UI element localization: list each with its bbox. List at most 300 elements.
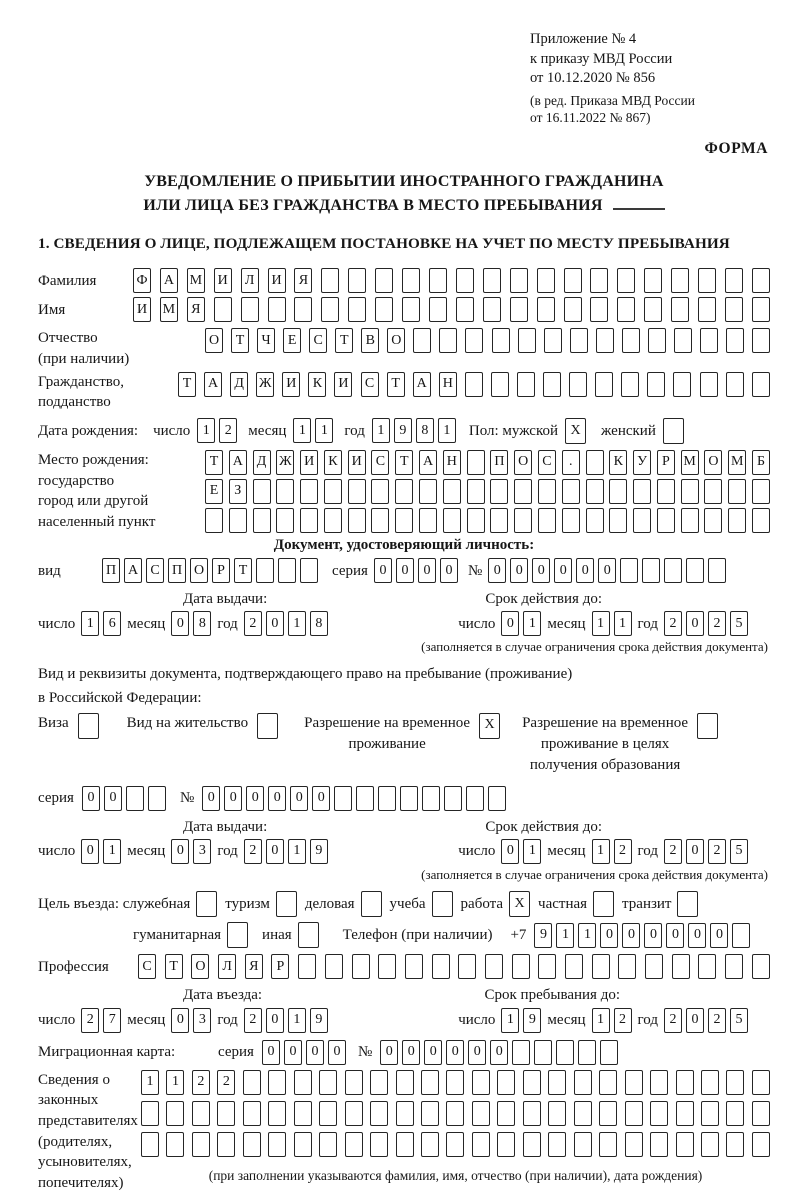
char-box[interactable]: 8 (310, 611, 328, 636)
char-box[interactable]: 9 (394, 418, 412, 443)
char-box[interactable] (241, 297, 259, 322)
char-box[interactable]: А (419, 450, 437, 475)
char-box[interactable] (214, 297, 232, 322)
char-box[interactable]: 3 (193, 1008, 211, 1033)
char-box[interactable] (443, 508, 461, 533)
char-box[interactable] (621, 372, 639, 397)
char-box[interactable]: Т (234, 558, 252, 583)
char-box[interactable] (253, 508, 271, 533)
char-box[interactable] (708, 558, 726, 583)
char-box[interactable] (294, 297, 312, 322)
char-box[interactable]: 2 (614, 839, 632, 864)
char-box[interactable]: Т (387, 372, 405, 397)
char-box[interactable] (402, 268, 420, 293)
char-box[interactable]: Б (752, 450, 770, 475)
char-box[interactable]: Т (165, 954, 183, 979)
char-box[interactable] (490, 479, 508, 504)
char-box[interactable] (446, 1132, 464, 1157)
char-box[interactable] (378, 786, 396, 811)
char-box[interactable] (348, 508, 366, 533)
char-box[interactable] (599, 1132, 617, 1157)
char-box[interactable]: 1 (288, 1008, 306, 1033)
char-box[interactable]: 1 (501, 1008, 519, 1033)
char-box[interactable] (752, 372, 770, 397)
char-box[interactable] (229, 508, 247, 533)
char-box[interactable]: 0 (262, 1040, 280, 1065)
char-box[interactable]: Я (294, 268, 312, 293)
char-box[interactable] (672, 954, 690, 979)
char-box[interactable] (514, 479, 532, 504)
char-box[interactable] (657, 508, 675, 533)
char-box[interactable] (592, 954, 610, 979)
char-box[interactable] (564, 268, 582, 293)
char-box[interactable]: С (538, 450, 556, 475)
char-box[interactable] (701, 1070, 719, 1095)
char-box[interactable]: 0 (171, 611, 189, 636)
char-box[interactable] (701, 1101, 719, 1126)
char-box[interactable] (396, 1070, 414, 1095)
char-box[interactable] (324, 508, 342, 533)
char-box[interactable] (141, 1101, 159, 1126)
char-box[interactable]: 1 (293, 418, 311, 443)
char-box[interactable] (192, 1132, 210, 1157)
char-box[interactable] (472, 1070, 490, 1095)
char-box[interactable] (650, 1101, 668, 1126)
char-box[interactable] (548, 1132, 566, 1157)
char-box[interactable]: Т (335, 328, 353, 353)
char-box[interactable] (300, 508, 318, 533)
char-box[interactable] (319, 1101, 337, 1126)
char-box[interactable]: Ж (256, 372, 274, 397)
char-box[interactable]: Р (212, 558, 230, 583)
char-box[interactable]: 1 (197, 418, 215, 443)
char-box[interactable] (642, 558, 660, 583)
char-box[interactable] (726, 1070, 744, 1095)
char-box[interactable] (752, 508, 770, 533)
char-box[interactable] (497, 1101, 515, 1126)
char-box[interactable]: 1 (523, 611, 541, 636)
char-box[interactable] (321, 268, 339, 293)
char-box[interactable]: И (300, 450, 318, 475)
checkbox-rvp-education[interactable] (697, 713, 718, 739)
char-box[interactable] (590, 297, 608, 322)
char-box[interactable] (370, 1101, 388, 1126)
char-box[interactable]: А (160, 268, 178, 293)
char-box[interactable] (276, 479, 294, 504)
char-box[interactable] (429, 268, 447, 293)
char-box[interactable] (570, 328, 588, 353)
char-box[interactable] (294, 1101, 312, 1126)
char-box[interactable] (543, 372, 561, 397)
checkbox-visa[interactable] (78, 713, 99, 739)
char-box[interactable]: П (490, 450, 508, 475)
char-box[interactable]: 0 (104, 786, 122, 811)
char-box[interactable] (490, 508, 508, 533)
char-box[interactable] (726, 328, 744, 353)
char-box[interactable]: Н (443, 450, 461, 475)
char-box[interactable] (512, 954, 530, 979)
char-box[interactable]: Ф (133, 268, 151, 293)
char-box[interactable] (609, 479, 627, 504)
char-box[interactable]: 2 (664, 839, 682, 864)
char-box[interactable] (599, 1070, 617, 1095)
char-box[interactable] (574, 1132, 592, 1157)
char-box[interactable]: 0 (380, 1040, 398, 1065)
char-box[interactable] (422, 786, 440, 811)
char-box[interactable] (324, 479, 342, 504)
char-box[interactable] (432, 954, 450, 979)
char-box[interactable] (192, 1101, 210, 1126)
char-box[interactable] (599, 1101, 617, 1126)
char-box[interactable] (419, 508, 437, 533)
char-box[interactable]: 2 (81, 1008, 99, 1033)
char-box[interactable] (217, 1101, 235, 1126)
char-box[interactable]: 0 (686, 839, 704, 864)
char-box[interactable]: 0 (644, 923, 662, 948)
char-box[interactable] (268, 1101, 286, 1126)
char-box[interactable] (465, 372, 483, 397)
char-box[interactable]: О (205, 328, 223, 353)
char-box[interactable] (726, 1132, 744, 1157)
char-box[interactable]: О (704, 450, 722, 475)
char-box[interactable]: 0 (686, 1008, 704, 1033)
char-box[interactable]: 0 (510, 558, 528, 583)
char-box[interactable] (300, 479, 318, 504)
char-box[interactable] (166, 1132, 184, 1157)
char-box[interactable] (700, 372, 718, 397)
char-box[interactable] (465, 328, 483, 353)
char-box[interactable] (537, 268, 555, 293)
char-box[interactable] (467, 450, 485, 475)
char-box[interactable] (419, 479, 437, 504)
char-box[interactable]: А (413, 372, 431, 397)
char-box[interactable]: 1 (614, 611, 632, 636)
char-box[interactable]: Л (241, 268, 259, 293)
char-box[interactable] (752, 479, 770, 504)
char-box[interactable] (644, 297, 662, 322)
char-box[interactable]: . (562, 450, 580, 475)
char-box[interactable] (421, 1070, 439, 1095)
char-box[interactable]: О (387, 328, 405, 353)
char-box[interactable]: Т (231, 328, 249, 353)
char-box[interactable]: 8 (416, 418, 434, 443)
char-box[interactable]: 2 (664, 1008, 682, 1033)
char-box[interactable]: 0 (490, 1040, 508, 1065)
char-box[interactable]: 0 (686, 611, 704, 636)
char-box[interactable] (586, 479, 604, 504)
checkbox-female[interactable] (663, 418, 684, 444)
char-box[interactable] (439, 328, 457, 353)
char-box[interactable] (650, 1132, 668, 1157)
char-box[interactable]: С (309, 328, 327, 353)
char-box[interactable]: Ч (257, 328, 275, 353)
char-box[interactable] (590, 268, 608, 293)
char-box[interactable]: 0 (554, 558, 572, 583)
char-box[interactable]: М (681, 450, 699, 475)
char-box[interactable] (348, 268, 366, 293)
char-box[interactable]: 0 (532, 558, 550, 583)
char-box[interactable] (644, 268, 662, 293)
char-box[interactable]: 0 (202, 786, 220, 811)
char-box[interactable]: 0 (576, 558, 594, 583)
char-box[interactable]: 2 (244, 839, 262, 864)
char-box[interactable]: 1 (592, 611, 610, 636)
char-box[interactable]: 0 (266, 839, 284, 864)
char-box[interactable]: И (334, 372, 352, 397)
char-box[interactable]: 0 (688, 923, 706, 948)
char-box[interactable] (728, 508, 746, 533)
char-box[interactable]: Т (395, 450, 413, 475)
char-box[interactable]: К (609, 450, 627, 475)
char-box[interactable] (732, 923, 750, 948)
char-box[interactable] (681, 479, 699, 504)
char-box[interactable] (700, 328, 718, 353)
char-box[interactable]: 0 (171, 1008, 189, 1033)
char-box[interactable] (492, 328, 510, 353)
char-box[interactable] (413, 328, 431, 353)
char-box[interactable] (375, 268, 393, 293)
char-box[interactable] (217, 1132, 235, 1157)
char-box[interactable] (352, 954, 370, 979)
char-box[interactable]: 0 (246, 786, 264, 811)
char-box[interactable]: 5 (730, 1008, 748, 1033)
char-box[interactable]: 0 (488, 558, 506, 583)
char-box[interactable] (569, 372, 587, 397)
char-box[interactable]: Н (439, 372, 457, 397)
checkbox-work[interactable]: X (509, 891, 530, 917)
char-box[interactable]: 1 (103, 839, 121, 864)
char-box[interactable] (396, 1101, 414, 1126)
char-box[interactable]: 0 (266, 1008, 284, 1033)
char-box[interactable]: 0 (224, 786, 242, 811)
char-box[interactable] (268, 297, 286, 322)
char-box[interactable]: 1 (523, 839, 541, 864)
char-box[interactable]: 0 (266, 611, 284, 636)
char-box[interactable]: 0 (622, 923, 640, 948)
char-box[interactable] (645, 954, 663, 979)
char-box[interactable]: 2 (219, 418, 237, 443)
char-box[interactable] (518, 328, 536, 353)
char-box[interactable] (676, 1101, 694, 1126)
char-box[interactable] (402, 297, 420, 322)
char-box[interactable]: 6 (103, 611, 121, 636)
char-box[interactable] (704, 479, 722, 504)
char-box[interactable] (752, 954, 770, 979)
char-box[interactable]: М (187, 268, 205, 293)
char-box[interactable] (497, 1132, 515, 1157)
char-box[interactable] (676, 1070, 694, 1095)
char-box[interactable]: 7 (103, 1008, 121, 1033)
char-box[interactable] (564, 297, 582, 322)
char-box[interactable] (456, 268, 474, 293)
char-box[interactable] (625, 1101, 643, 1126)
checkbox-study[interactable] (432, 891, 453, 917)
char-box[interactable] (345, 1070, 363, 1095)
char-box[interactable]: 1 (578, 923, 596, 948)
char-box[interactable] (620, 558, 638, 583)
char-box[interactable]: 0 (396, 558, 414, 583)
char-box[interactable] (586, 508, 604, 533)
char-box[interactable]: 1 (315, 418, 333, 443)
char-box[interactable]: 0 (268, 786, 286, 811)
char-box[interactable] (728, 479, 746, 504)
char-box[interactable] (698, 268, 716, 293)
char-box[interactable] (681, 508, 699, 533)
char-box[interactable]: И (268, 268, 286, 293)
char-box[interactable]: 3 (193, 839, 211, 864)
char-box[interactable]: 1 (288, 839, 306, 864)
char-box[interactable] (633, 479, 651, 504)
char-box[interactable] (483, 268, 501, 293)
char-box[interactable] (321, 297, 339, 322)
char-box[interactable] (205, 508, 223, 533)
char-box[interactable] (673, 372, 691, 397)
char-box[interactable] (421, 1101, 439, 1126)
char-box[interactable]: П (102, 558, 120, 583)
char-box[interactable] (562, 508, 580, 533)
char-box[interactable]: С (146, 558, 164, 583)
char-box[interactable]: 2 (708, 611, 726, 636)
char-box[interactable] (166, 1101, 184, 1126)
char-box[interactable] (488, 786, 506, 811)
char-box[interactable]: М (728, 450, 746, 475)
char-box[interactable]: П (168, 558, 186, 583)
char-box[interactable] (395, 508, 413, 533)
char-box[interactable]: 0 (290, 786, 308, 811)
checkbox-commercial[interactable] (361, 891, 382, 917)
checkbox-business[interactable] (196, 891, 217, 917)
char-box[interactable] (148, 786, 166, 811)
char-box[interactable] (243, 1070, 261, 1095)
char-box[interactable] (300, 558, 318, 583)
char-box[interactable] (517, 372, 535, 397)
char-box[interactable] (548, 1070, 566, 1095)
char-box[interactable] (523, 1070, 541, 1095)
char-box[interactable]: О (191, 954, 209, 979)
char-box[interactable] (319, 1070, 337, 1095)
char-box[interactable] (578, 1040, 596, 1065)
char-box[interactable]: И (133, 297, 151, 322)
char-box[interactable]: 0 (418, 558, 436, 583)
char-box[interactable]: И (348, 450, 366, 475)
char-box[interactable] (523, 1101, 541, 1126)
char-box[interactable] (725, 954, 743, 979)
char-box[interactable]: 2 (708, 1008, 726, 1033)
char-box[interactable] (443, 479, 461, 504)
char-box[interactable] (497, 1070, 515, 1095)
char-box[interactable] (268, 1132, 286, 1157)
char-box[interactable] (633, 508, 651, 533)
char-box[interactable] (674, 328, 692, 353)
char-box[interactable]: А (229, 450, 247, 475)
checkbox-transit[interactable] (677, 891, 698, 917)
char-box[interactable]: 1 (81, 611, 99, 636)
char-box[interactable]: 0 (440, 558, 458, 583)
char-box[interactable] (446, 1070, 464, 1095)
char-box[interactable]: 0 (402, 1040, 420, 1065)
char-box[interactable] (686, 558, 704, 583)
char-box[interactable] (298, 954, 316, 979)
char-box[interactable] (704, 508, 722, 533)
char-box[interactable] (752, 1101, 770, 1126)
char-box[interactable] (622, 328, 640, 353)
char-box[interactable]: И (214, 268, 232, 293)
char-box[interactable] (664, 558, 682, 583)
char-box[interactable]: 0 (306, 1040, 324, 1065)
char-box[interactable] (647, 372, 665, 397)
char-box[interactable]: 2 (708, 839, 726, 864)
char-box[interactable]: В (361, 328, 379, 353)
char-box[interactable] (574, 1101, 592, 1126)
char-box[interactable] (514, 508, 532, 533)
char-box[interactable] (375, 297, 393, 322)
char-box[interactable]: К (324, 450, 342, 475)
char-box[interactable]: 2 (244, 611, 262, 636)
char-box[interactable] (405, 954, 423, 979)
char-box[interactable]: С (371, 450, 389, 475)
checkbox-male[interactable]: X (565, 418, 586, 444)
char-box[interactable]: 0 (468, 1040, 486, 1065)
char-box[interactable]: А (124, 558, 142, 583)
char-box[interactable]: 2 (192, 1070, 210, 1095)
char-box[interactable]: С (138, 954, 156, 979)
char-box[interactable] (268, 1070, 286, 1095)
char-box[interactable] (537, 297, 555, 322)
char-box[interactable] (356, 786, 374, 811)
char-box[interactable] (378, 954, 396, 979)
char-box[interactable] (472, 1101, 490, 1126)
char-box[interactable] (698, 954, 716, 979)
checkbox-rvp[interactable]: X (479, 713, 500, 739)
char-box[interactable]: 0 (501, 839, 519, 864)
char-box[interactable]: 1 (141, 1070, 159, 1095)
char-box[interactable]: 8 (193, 611, 211, 636)
char-box[interactable]: 2 (244, 1008, 262, 1033)
char-box[interactable] (491, 372, 509, 397)
char-box[interactable] (126, 786, 144, 811)
char-box[interactable]: 0 (600, 923, 618, 948)
char-box[interactable] (345, 1101, 363, 1126)
char-box[interactable]: 1 (556, 923, 574, 948)
char-box[interactable] (523, 1132, 541, 1157)
char-box[interactable] (458, 954, 476, 979)
char-box[interactable] (456, 297, 474, 322)
char-box[interactable]: Е (283, 328, 301, 353)
char-box[interactable]: Д (253, 450, 271, 475)
char-box[interactable]: 0 (82, 786, 100, 811)
char-box[interactable]: С (361, 372, 379, 397)
char-box[interactable] (371, 479, 389, 504)
char-box[interactable] (243, 1101, 261, 1126)
char-box[interactable] (395, 479, 413, 504)
checkbox-other[interactable] (298, 922, 319, 948)
char-box[interactable] (467, 479, 485, 504)
char-box[interactable] (319, 1132, 337, 1157)
char-box[interactable]: 9 (523, 1008, 541, 1033)
char-box[interactable] (752, 297, 770, 322)
char-box[interactable] (617, 268, 635, 293)
char-box[interactable] (752, 328, 770, 353)
char-box[interactable]: У (633, 450, 651, 475)
char-box[interactable]: 0 (666, 923, 684, 948)
char-box[interactable] (396, 1132, 414, 1157)
char-box[interactable]: Р (271, 954, 289, 979)
char-box[interactable]: 0 (598, 558, 616, 583)
char-box[interactable] (565, 954, 583, 979)
char-box[interactable]: О (514, 450, 532, 475)
char-box[interactable]: 9 (534, 923, 552, 948)
char-box[interactable] (510, 268, 528, 293)
